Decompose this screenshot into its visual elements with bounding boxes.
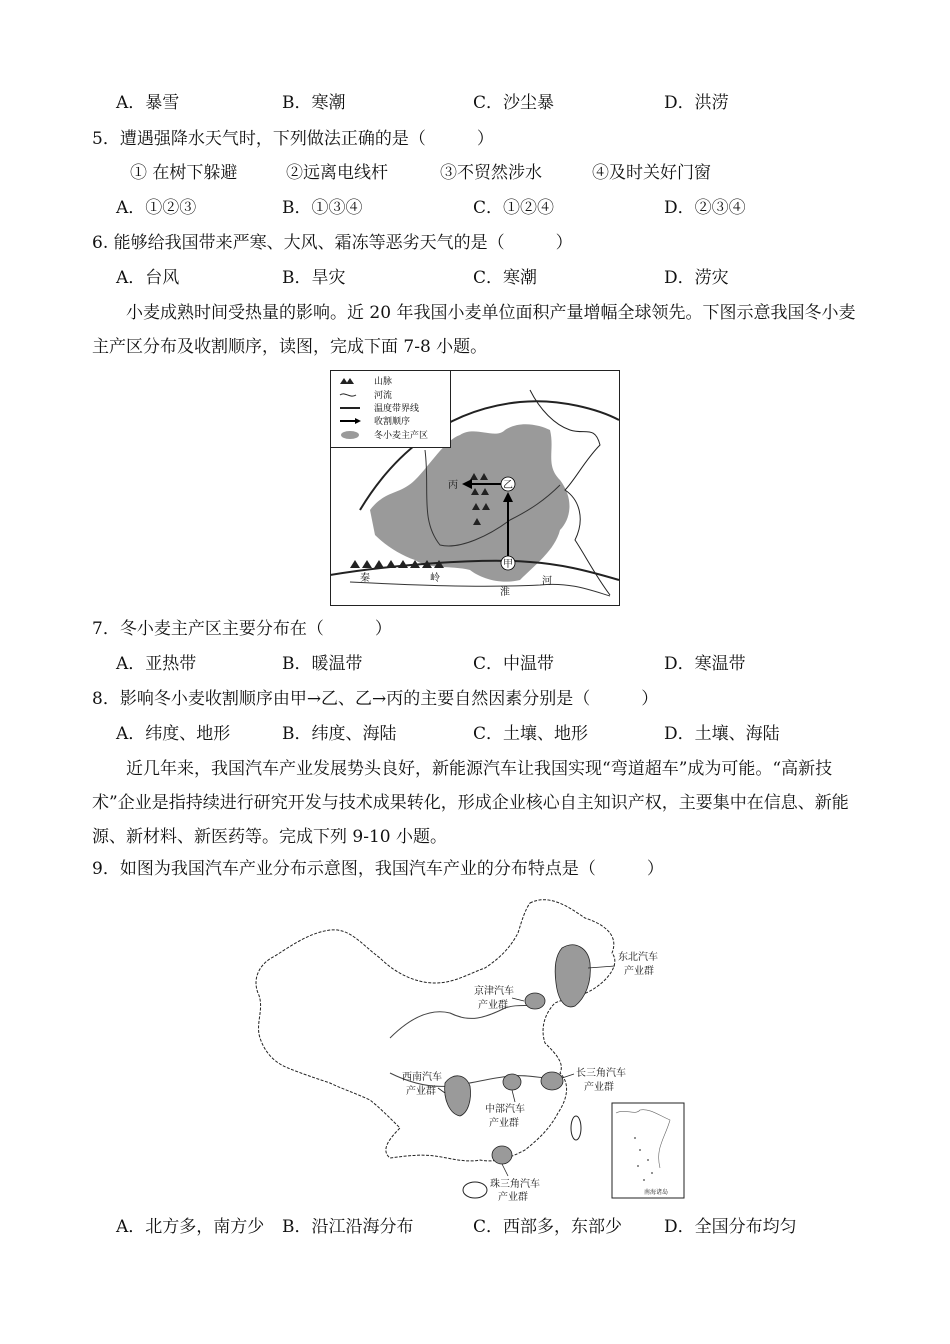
- china-outline: [256, 900, 615, 1161]
- q9-option-c: C．西部多，东部少: [473, 1217, 623, 1237]
- q5-choice-4: ④及时关好门窗: [592, 163, 711, 183]
- wheat-map: [330, 370, 620, 606]
- q5-option-c: C．①②④: [473, 198, 555, 218]
- label-qin: 秦: [360, 573, 370, 584]
- legend-river: 河流: [374, 391, 393, 401]
- cluster-zhusanjiao: [492, 1146, 512, 1164]
- q5-option-b: B．①③④: [282, 198, 363, 218]
- label-changsanjiao-2: 产业群: [584, 1082, 614, 1093]
- passage-auto: 近几年来，我国汽车产业发展势头良好，新能源汽车让我国实现“弯道超车”成为可能。“高新技术”企业是指持续进行研究开发与技术成果转化，形成企业核心自主知识产权，主要集中在信息、新能源、新材料、新医药等。完成下列 9-10 小题。: [92, 759, 849, 847]
- q9-stem: 9．如图为我国汽车产业分布示意图，我国汽车产业的分布特点是（ ）: [92, 859, 664, 879]
- q8-option-d: D．土壤、海陆: [664, 724, 780, 744]
- inset-label: 南海诸岛: [644, 1189, 669, 1196]
- label-zhusanjiao-1: 珠三角汽车: [490, 1179, 540, 1190]
- q4-option-c: C．沙尘暴: [473, 93, 555, 113]
- q5-stem: 5．遭遇强降水天气时，下列做法正确的是（ ）: [92, 129, 494, 149]
- label-zhongbu-1: 中部汽车: [485, 1104, 525, 1115]
- legend-wheat-area: 冬小麦主产区: [374, 431, 429, 441]
- q7-option-c: C．中温带: [473, 654, 555, 674]
- q7-option-b: B．暖温带: [282, 654, 363, 674]
- label-zhusanjiao-2: 产业群: [498, 1192, 528, 1203]
- label-yi: 乙: [503, 480, 513, 491]
- q8-option-b: B．纬度、海陆: [282, 724, 397, 744]
- label-bing: 丙: [448, 480, 458, 491]
- auto-industry-map: [240, 888, 690, 1203]
- q6-option-c: C．寒潮: [473, 268, 538, 288]
- q9-option-b: B．沿江沿海分布: [282, 1217, 414, 1237]
- label-jia: 甲: [503, 559, 513, 570]
- label-xinan-1: 西南汽车: [402, 1072, 442, 1083]
- q6-option-d: D．涝灾: [664, 268, 729, 288]
- q7-option-d: D．寒温带: [664, 654, 746, 674]
- q5-option-a: A．①②③: [116, 198, 197, 218]
- q4-option-b: B．寒潮: [282, 93, 346, 113]
- label-jingjin-1: 京津汽车: [474, 986, 514, 997]
- label-xinan-2: 产业群: [406, 1086, 436, 1097]
- q9-option-d: D．全国分布均匀: [664, 1217, 797, 1237]
- taiwan: [571, 1116, 581, 1140]
- legend-wheat-symbol: [341, 431, 359, 439]
- q7-stem: 7．冬小麦主产区主要分布在（ ）: [92, 619, 392, 639]
- q6-stem: 6. 能够给我国带来严寒、大风、霜冻等恶劣天气的是（ ）: [92, 233, 573, 253]
- label-huai: 淮: [500, 587, 510, 598]
- hainan: [463, 1182, 487, 1198]
- q8-option-a: A．纬度、地形: [116, 724, 231, 744]
- q5-choice-1: ① 在树下躲避: [130, 163, 238, 183]
- q5-option-d: D．②③④: [664, 198, 746, 218]
- label-dongbei-1: 东北汽车: [618, 952, 658, 963]
- cluster-dongbei: [555, 945, 590, 1007]
- passage-wheat: 小麦成熟时间受热量的影响。近 20 年我国小麦单位面积产量增幅全球领先。下图示意我国冬小麦主产区分布及收割顺序，读图，完成下面 7-8 小题。: [92, 303, 856, 357]
- label-dongbei-2: 产业群: [624, 966, 654, 977]
- cluster-changsanjiao: [541, 1072, 563, 1090]
- q5-choice-3: ③不贸然涉水: [440, 163, 542, 183]
- leader-changsanjiao: [562, 1074, 574, 1078]
- south-china-sea-inset: [612, 1103, 684, 1198]
- legend-mountain: 山脉: [374, 377, 393, 387]
- q7-option-a: A．亚热带: [116, 654, 197, 674]
- q6-option-b: B．旱灾: [282, 268, 346, 288]
- label-he: 河: [542, 576, 552, 587]
- leader-zhusanjiao: [502, 1164, 508, 1176]
- label-ling: 岭: [430, 573, 440, 584]
- cluster-jingjin: [525, 993, 545, 1009]
- q6-option-a: A．台风: [116, 268, 180, 288]
- label-changsanjiao-1: 长三角汽车: [576, 1068, 626, 1079]
- label-jingjin-2: 产业群: [478, 1000, 508, 1011]
- cluster-zhongbu: [503, 1074, 521, 1090]
- label-zhongbu-2: 产业群: [489, 1118, 519, 1129]
- q5-choice-2: ②远离电线杆: [286, 163, 388, 183]
- legend-boundary: 温度带界线: [374, 404, 420, 414]
- q4-option-a: A．暴雪: [116, 93, 180, 113]
- legend-harvest-order: 收割顺序: [374, 417, 411, 427]
- q8-stem: 8．影响冬小麦收割顺序由甲→乙、乙→丙的主要自然因素分别是（ ）: [92, 689, 659, 709]
- q4-option-d: D．洪涝: [664, 93, 729, 113]
- q8-option-c: C．土壤、地形: [473, 724, 589, 744]
- q9-option-a: A．北方多，南方少: [116, 1217, 265, 1237]
